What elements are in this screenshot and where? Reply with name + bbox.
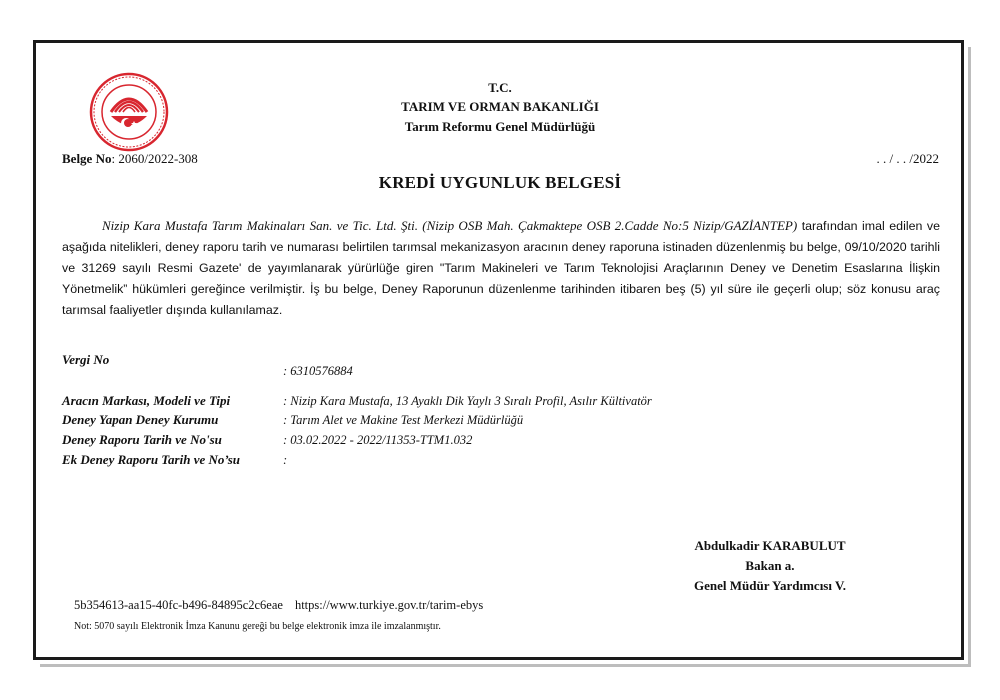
document-title: KREDİ UYGUNLUK BELGESİ xyxy=(378,173,622,192)
company-name: Nizip Kara Mustafa Tarım Makinaları San. ve Tic. Ltd. Şti. (Nizip OSB Mah. Çakmaktepe OSB 2.Cadde No:5 Nizip/GAZİANTEP) xyxy=(102,218,798,233)
field-value-arac: : Nizip Kara Mustafa, 13 Ayaklı Dik Yaylı 3 Sıralı Profil, Asılır Kültivatör xyxy=(283,394,652,408)
header-ministry: TARIM VE ORMAN BAKANLIĞI xyxy=(401,99,599,114)
verification-url[interactable]: https://www.turkiye.gov.tr/tarim-ebys xyxy=(294,598,484,612)
belge-no-value: 2060/2022-308 xyxy=(118,151,198,166)
field-label-ek-deney-raporu: Ek Deney Raporu Tarih ve No’su xyxy=(62,452,241,467)
belge-no xyxy=(62,151,198,167)
field-label-vergi-no: Vergi No xyxy=(62,352,110,367)
body-paragraph xyxy=(62,215,940,321)
signatory-name: Abdulkadir KARABULUT xyxy=(694,538,846,553)
verification-line xyxy=(74,598,483,613)
field-label-arac: Aracın Markası, Modeli ve Tipi xyxy=(62,393,231,408)
field-label-deney-raporu: Deney Raporu Tarih ve No'su xyxy=(62,432,222,447)
e-signature-note: Not: 5070 sayılı Elektronik İmza Kanunu gereği bu belge elektronik imza ile imzalanmıştır. xyxy=(74,621,441,632)
verification-code: 5b354613-aa15-40fc-b496-84895c2c6eae xyxy=(74,598,283,612)
body-text: tarafından imal edilen ve aşağıda nitelikleri, deney raporu tarih ve numarası belirtilen tarımsal mekanizasyon aracının deney raporuna istinaden düzenlenmiş bu belge, 09/10/2020 tarihli ve 31269 sayılı Resmi Gazete' de yayımlanarak yürürlüğe giren "Tarım Makineleri ve Tarım Teknolojisi Araçlarının Deney ve Denetim Esaslarına İlişkin Yönetmelik” hükümleri gereğince verilmiştir. İş bu belge, Deney Raporunun düzenlenme tarihinden itibaren beş (5) yıl süre ile geçerli olup; söz konusu araç tarımsal faaliyetler dışında kullanılamaz. xyxy=(62,219,940,317)
header-directorate: Tarım Reformu Genel Müdürlüğü xyxy=(404,119,596,134)
signatory-title: Genel Müdür Yardımcısı V. xyxy=(694,578,846,593)
field-label-deney-kurumu: Deney Yapan Deney Kurumu xyxy=(62,412,219,427)
ministry-seal-icon xyxy=(89,72,169,152)
field-value-ek-deney-raporu: : xyxy=(283,453,288,467)
field-value-deney-kurumu: : Tarım Alet ve Makine Test Merkezi Müdürlüğü xyxy=(283,413,524,427)
field-value-vergi-no: : 6310576884 xyxy=(283,364,353,378)
belge-no-label: Belge No xyxy=(62,151,112,166)
header-line-tc: T.C. xyxy=(488,80,512,95)
belge-no-separator: : xyxy=(111,151,119,166)
field-value-deney-raporu: : 03.02.2022 - 2022/11353-TTM1.032 xyxy=(283,433,473,447)
signatory-on-behalf: Bakan a. xyxy=(745,558,795,573)
belge-date: . . / . . /2022 xyxy=(876,151,939,166)
